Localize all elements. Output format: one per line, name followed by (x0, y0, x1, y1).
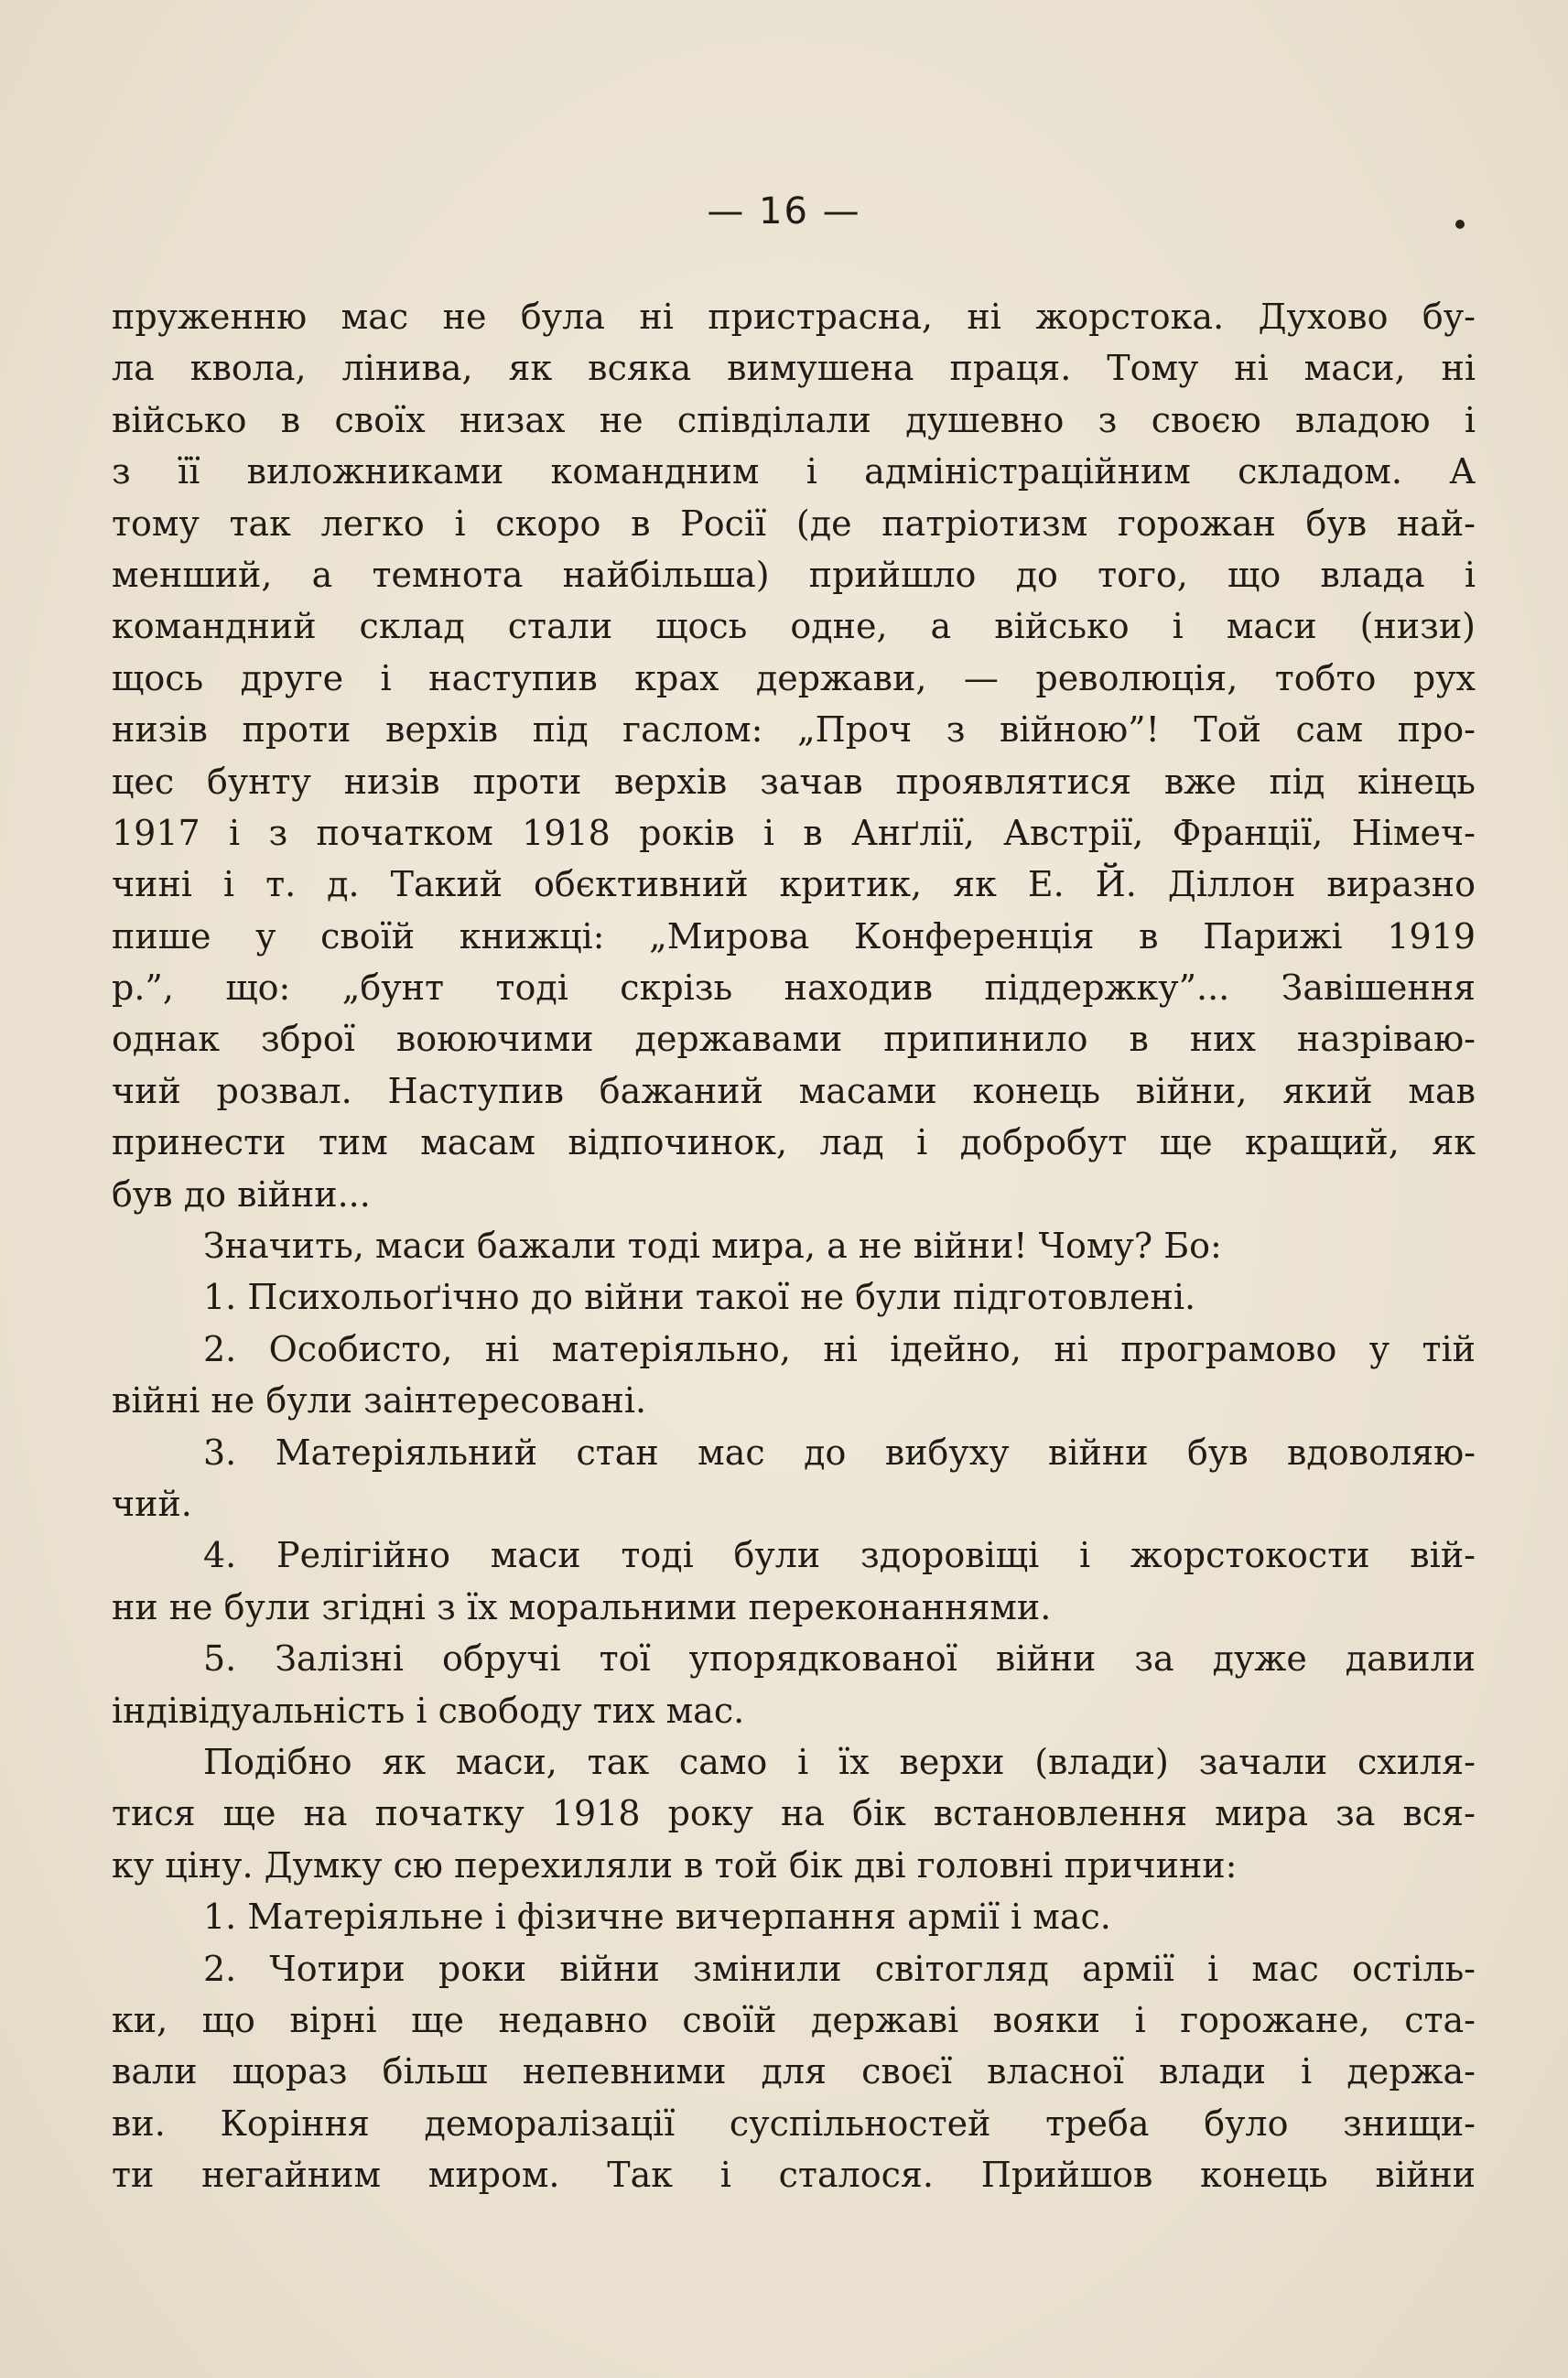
text-line: 1. Психольоґічно до війни такої не були підготовлені. (203, 1277, 1196, 1318)
text-line: Подібно як маси, так само і їх верхи (влади) зачали схиля- (203, 1741, 1476, 1782)
text-line: з її виложниками командним і адміністраційним складом. А (112, 451, 1476, 492)
page-number: — 16 — (707, 190, 861, 232)
text-line: чий. (112, 1483, 192, 1524)
text-line: щось друге і наступив крах держави, — революція, тобто рух (112, 657, 1476, 698)
text-line: 4. Релігійно маси тоді були здоровіщі і жорстокости вій- (203, 1535, 1476, 1576)
text-line: менший, а темнота найбільша) прийшло до того, що влада і (112, 554, 1476, 595)
text-line: однак зброї воюючими державами припинило в них назріваю- (112, 1019, 1476, 1060)
body-text (112, 291, 1476, 2200)
text-line: р.”, що: „бунт тоді скрізь находив піддержку”... Завішення (112, 967, 1476, 1009)
text-line: ки, що вірні ще недавно своїй державі вояки і горожане, ста- (112, 1999, 1476, 2040)
text-line: 3. Матеріяльний стан мас до вибуху війни був вдоволяю- (203, 1432, 1476, 1473)
text-line: принести тим масам відпочинок, лад і добробут ще кращий, як (112, 1122, 1476, 1163)
text-line: ла квола, лінива, як всяка вимушена праця. Тому ні маси, ні (112, 348, 1476, 389)
text-line: ви. Коріння деморалізації суспільностей треба було знищи- (112, 2102, 1476, 2144)
text-line: 2. Особисто, ні матеріяльно, ні ідейно, ні програмово у тій (203, 1328, 1476, 1369)
text-line: тому так легко і скоро в Росії (де патріотизм горожан був най- (112, 503, 1476, 544)
text-line: був до війни... (112, 1173, 371, 1215)
text-line: чий розвал. Наступив бажаний масами конець війни, який мав (112, 1070, 1476, 1111)
text-line: пише у своїй книжці: „Мирова Конференція в Парижі 1919 (112, 915, 1476, 957)
text-line: ку ціну. Думку сю перехиляли в той бік дві головні причини: (112, 1844, 1238, 1886)
text-line: 2. Чотири роки війни змінили світогляд армії і мас остіль- (203, 1948, 1476, 1989)
text-line: ни не були згідні з їх моральними переконаннями. (112, 1586, 1052, 1627)
text-line: військо в своїх низах не співділали душевно з своєю владою і (112, 399, 1476, 440)
text-line: вали щораз більш непевними для своєї власної влади і держа- (112, 2051, 1476, 2092)
text-line: низів проти верхів під гаслом: „Проч з війною”! Той сам про- (112, 709, 1476, 751)
text-line: індівідуальність і свободу тих мас. (112, 1690, 745, 1731)
text-line: цес бунту низів проти верхів зачав проявлятися вже під кінець (112, 761, 1476, 802)
text-line: війні не були заінтересовані. (112, 1380, 647, 1421)
print-speck (1455, 220, 1465, 229)
text-line: ти негайним миром. Так і сталося. Прийшов конець війни (112, 2155, 1476, 2196)
text-line: тися ще на початку 1918 року на бік встановлення мира за вся- (112, 1793, 1476, 1834)
text-line: чині і т. д. Такий обєктивний критик, як Е. Й. Діллон виразно (112, 864, 1476, 905)
text-line: 5. Залізні обручі тої упорядкованої війни за дуже давили (203, 1638, 1476, 1680)
text-line: Значить, маси бажали тоді мира, а не війни! Чому? Бо: (203, 1226, 1222, 1267)
text-line: 1917 і з початком 1918 років і в Анґлії, Австрії, Франції, Німеч- (112, 812, 1476, 853)
text-line: командний склад стали щось одне, а військо і маси (низи) (112, 606, 1476, 647)
text-line: 1. Матеріяльне і фізичне вичерпання армії і мас. (203, 1897, 1111, 1938)
text-line: пруженню мас не була ні пристрасна, ні жорстока. Духово бу- (112, 297, 1476, 337)
